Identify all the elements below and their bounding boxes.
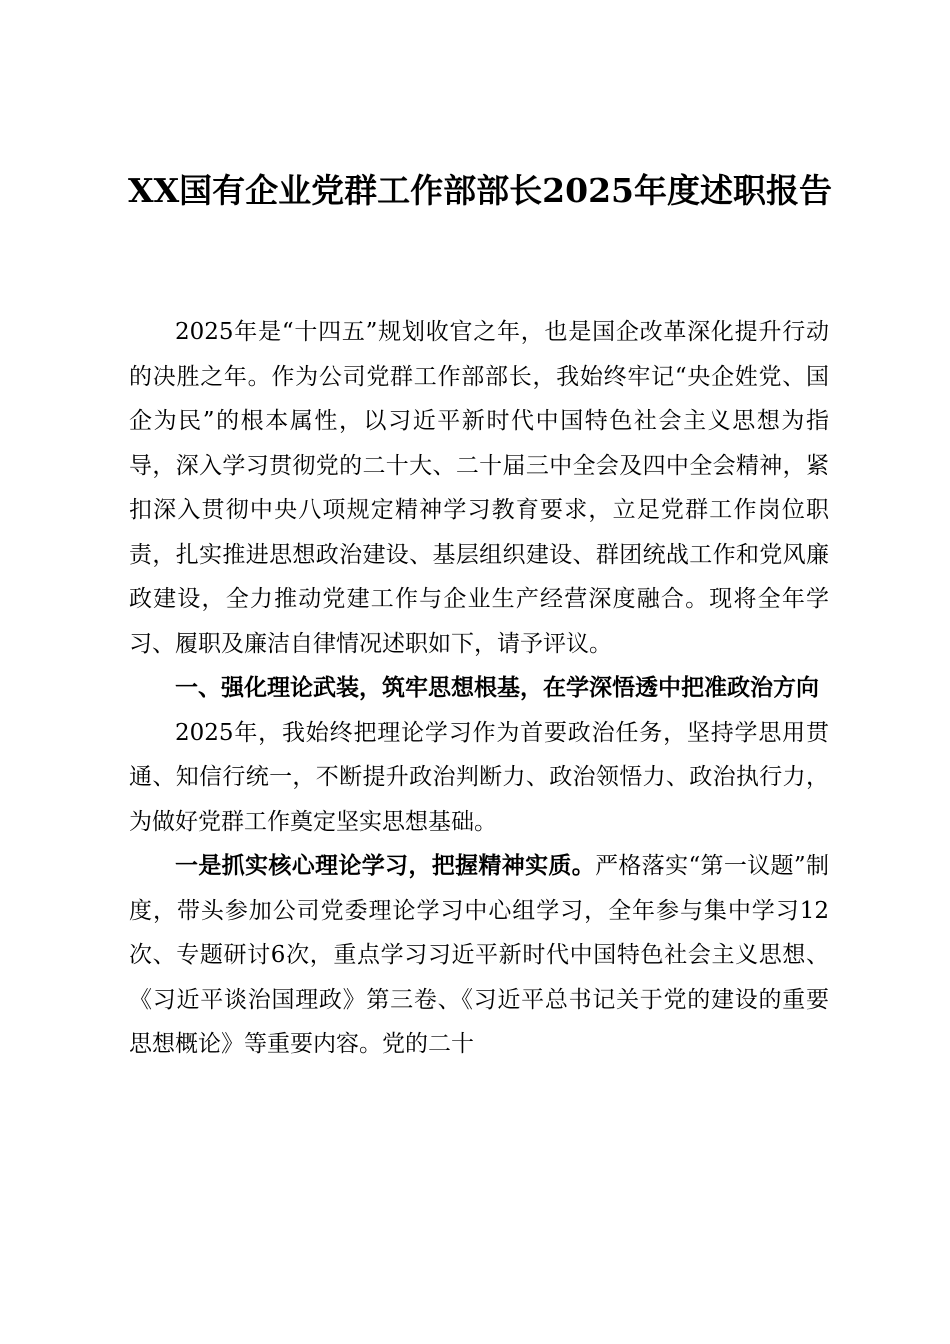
section-1-item-1-lead: 一是抓实核心理论学习，把握精神实质。 bbox=[175, 852, 596, 879]
intro-paragraph: 2025年是“十四五”规划收官之年，也是国企改革深化提升行动的决胜之年。作为公司党群工作部部长，我始终牢记“央企姓党、国企为民”的根本属性，以习近平新时代中国特色社会主义思想为指导，深入学习贯彻党的二十大、二十届三中全会及四中全会精神，紧扣深入贯彻中央八项规定精神学习教育要求，立足党群工作岗位职责，扎实推进思想政治建设、基层组织建设、群团统战工作和党风廉政建设，全力推动党建工作与企业生产经营深度融合。现将全年学习、履职及廉洁自律情况述职如下，请予评议。 bbox=[129, 319, 829, 657]
section-1-item-1 bbox=[129, 844, 829, 1067]
document-body bbox=[129, 310, 829, 1067]
section-1-heading: 一、强化理论武装，筑牢思想根基，在学深悟透中把准政治方向 bbox=[175, 675, 819, 701]
section-1-paragraph: 2025年，我始终把理论学习作为首要政治任务，坚持学思用贯通、知信行统一，不断提升政治判断力、政治领悟力、政治执行力，为做好党群工作奠定坚实思想基础。 bbox=[129, 719, 829, 835]
section-1-item-1-text: 严格落实“第一议题”制度，带头参加公司党委理论学习中心组学习，全年参与集中学习12次、专题研讨6次，重点学习习近平新时代中国特色社会主义思想、《习近平谈治国理政》第三卷、《习近平总书记关于党的建设的重要思想概论》等重要内容。党的二十 bbox=[129, 853, 829, 1057]
document-title: XX国有企业党群工作部部长2025年度述职报告 bbox=[127, 171, 833, 210]
